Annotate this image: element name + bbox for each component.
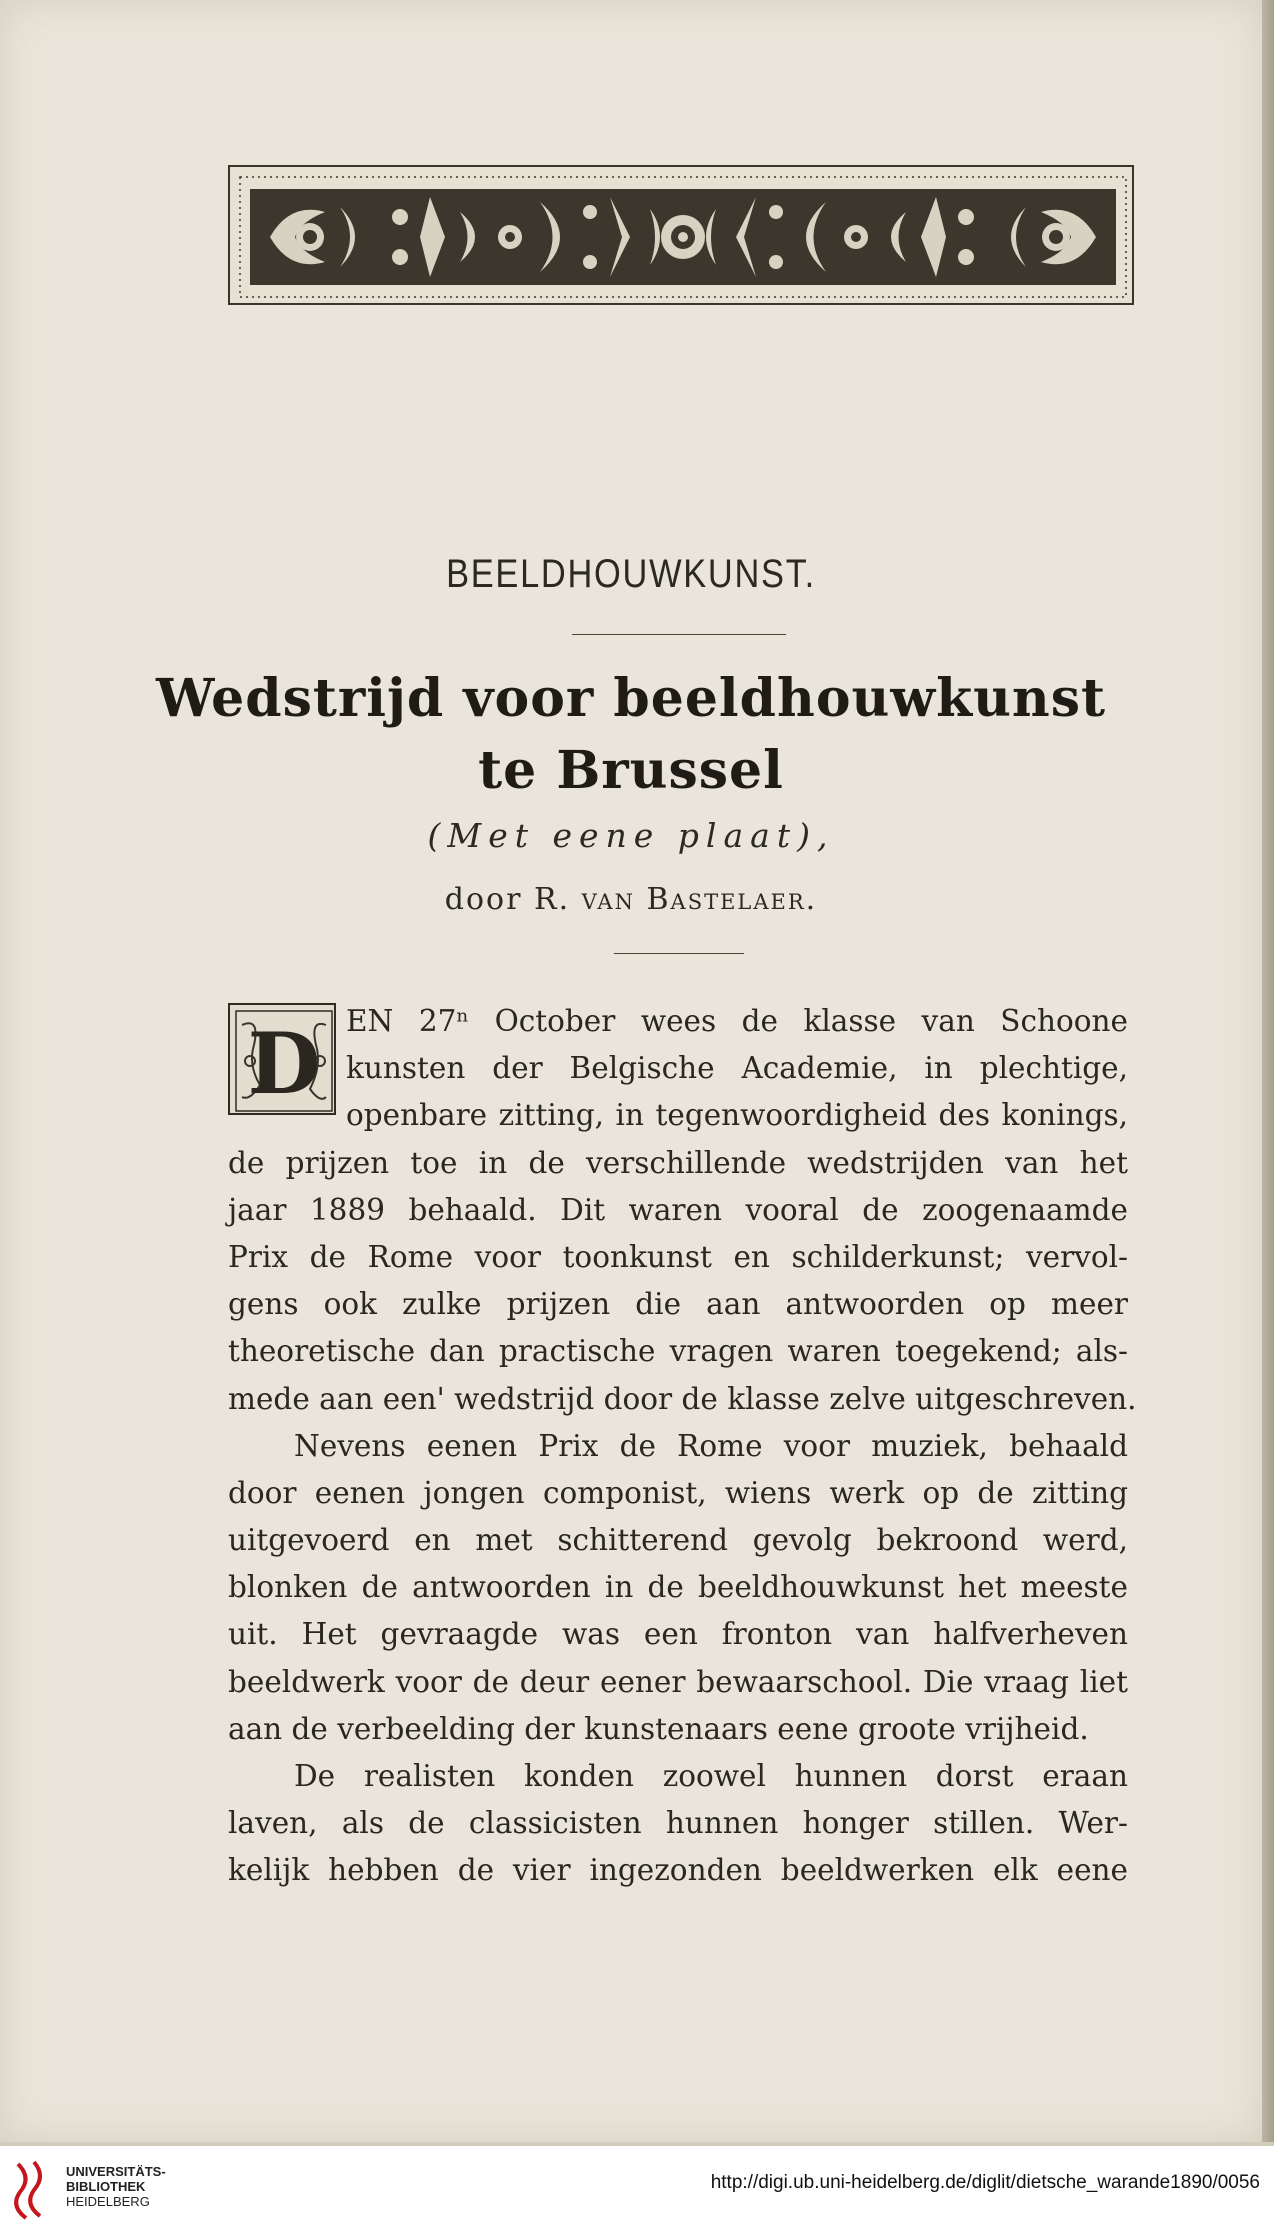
section-title: BEELDHOUWKUNST. (446, 552, 816, 596)
text-line: Nevens eenen Prix de Rome voor muziek, behaald (294, 1428, 1128, 1463)
author-divider (614, 953, 744, 954)
ornamental-banner (228, 165, 1134, 305)
article-title-line-1: Wedstrijd voor beeldhouwkunst (155, 668, 1107, 729)
text-line: laven, als de classicisten hunnen honger stillen. Wer- (228, 1806, 1128, 1841)
library-name (66, 2164, 166, 2209)
author-prefix: door (444, 882, 523, 917)
library-name-line-3: HEIDELBERG (66, 2194, 150, 2209)
text-line: uitgevoerd en met schitterend gevolg bekroond werd, (228, 1523, 1128, 1558)
text-line: aan de verbeelding der kunstenaars eene groote vrijheid. (228, 1711, 1089, 1746)
library-name-line-1: UNIVERSITÄTS- (66, 2164, 166, 2179)
text-line: jaar 1889 behaald. Dit waren vooral de zoogenaamde (228, 1192, 1128, 1227)
text-line: de prijzen toe in de verschillende wedstrijden van het (228, 1145, 1128, 1180)
text-line: uit. Het gevraagde was een fronton van halfverheven (228, 1617, 1128, 1652)
library-name-line-2: BIBLIOTHEK (66, 2179, 146, 2194)
article-body (228, 998, 1137, 1895)
text-line: kunsten der Belgische Academie, in plechtige, (346, 1051, 1128, 1086)
ornament-pattern-icon (230, 167, 1136, 307)
text-line: openbare zitting, in tegenwoordigheid des konings, (346, 1098, 1128, 1133)
text-line: De realisten konden zoowel hunnen dorst eraan (294, 1759, 1128, 1793)
author-line (0, 882, 1262, 917)
text-line: EN 27ⁿ October wees de klasse van Schoone (346, 1004, 1128, 1038)
text-line: beeldwerk voor de deur eener bewaarschool. Die vraag liet (228, 1664, 1128, 1699)
article-subtitle: (Met eene plaat), (427, 816, 835, 855)
initial-letter: D (247, 1014, 321, 1113)
text-line: gens ook zulke prijzen die aan antwoorden op meer (228, 1287, 1128, 1322)
page-edge (1262, 0, 1274, 2142)
text-line: theoretische dan practische vragen waren toegekend; als- (228, 1334, 1128, 1369)
title-divider (572, 634, 786, 635)
text-line: Prix de Rome voor toonkunst en schilderkunst; vervol- (228, 1239, 1128, 1274)
text-line: blonken de antwoorden in de beeldhouwkunst het meeste (228, 1570, 1128, 1605)
text-line: mede aan een' wedstrijd door de klasse zelve uitgeschreven. (228, 1381, 1137, 1416)
article-title-line-2: te Brussel (478, 740, 784, 801)
text-line: door eenen jongen componist, wiens werk op de zitting (228, 1475, 1128, 1510)
text-line: kelijk hebben de vier ingezonden beeldwerken elk eene (228, 1853, 1128, 1888)
author-name: R. van Bastelaer. (534, 882, 818, 917)
source-url-link[interactable]: http://digi.ub.uni-heidelberg.de/diglit/dietsche_warande1890/0056 (710, 2172, 1260, 2193)
library-logo-icon[interactable] (12, 2158, 52, 2222)
